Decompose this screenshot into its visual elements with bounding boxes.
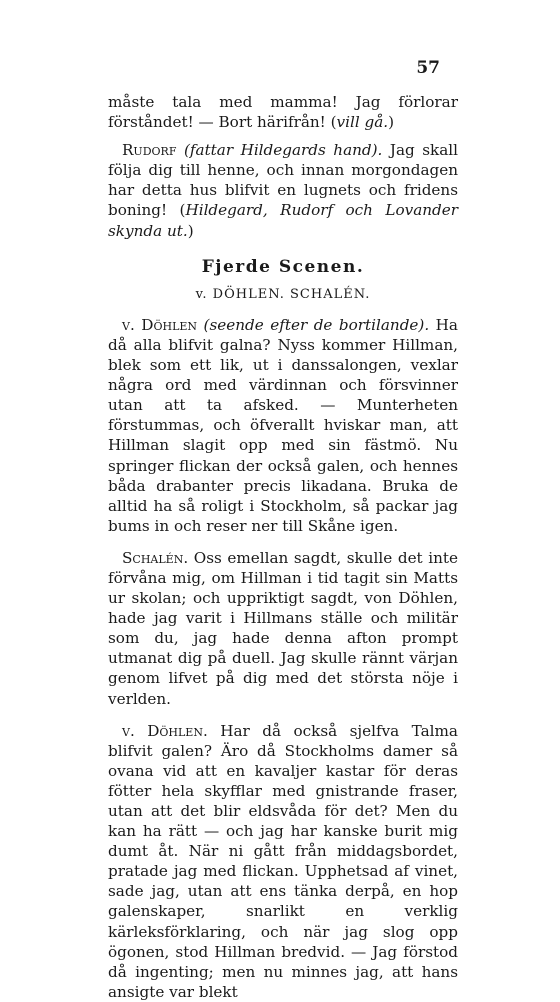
paragraph-3 xyxy=(108,315,458,536)
paragraph-5 xyxy=(108,721,458,1002)
stage-direction: (fattar Hildegards hand). xyxy=(183,141,383,160)
speaker-name: Schalén. xyxy=(122,548,189,567)
stage-direction: Hildegard, Rudorf och Lovander skynda ut. xyxy=(108,201,458,240)
stage-direction: (seende efter de bortilande). xyxy=(203,315,430,334)
stage-direction: vill gå. xyxy=(336,113,389,132)
page-body xyxy=(108,92,458,1002)
speaker-name: v. Döhlen. xyxy=(122,721,208,740)
paragraph-4 xyxy=(108,548,458,709)
dialogue-text: Jag skall följa dig till henne, och innan morgondagen har detta hus blifvit en lugnets och fridens boning! ( xyxy=(108,141,459,220)
paragraph-1-close: ) xyxy=(388,113,395,132)
page-number: 57 xyxy=(416,58,440,78)
paragraph-2 xyxy=(108,140,458,240)
scene-cast: v. DÖHLEN. SCHALÉN. xyxy=(195,286,371,302)
paragraph-1-text: måste tala med mamma! Jag förlorar förståndet! — Bort härifrån! ( xyxy=(108,93,458,132)
dialogue-text: Har då också sjelfva Talma blifvit galen? Äro då Stockholms damer så ovana vid att en kavaljer kastar för deras fötter hela skyfflar med gnistrande fraser, utan att det blir eldsvåda för det? Men du kan ha rätt — och jag har kanske burit mig dumt åt. När ni gått från middagsbordet, pratade jag med flickan. Upphetsad af vinet, sade jag, utan att ens tänka derpå, en hop galenskaper, snarlikt en verklig kärleksförklaring, och när jag slog opp ögonen, stod Hillman bredvid. — Jag förstod då ingenting; men nu minnes jag, att hans ansigte var blekt xyxy=(108,721,458,1001)
dialogue-text: Ha då alla blifvit galna? Nyss kommer Hillman, blek som ett lik, ut i danssalongen, vexlar några ord med värdinnan och försvinner utan att ta afsked. — Munterheten förstummas, och öfverallt hviskar man, att Hillman slagit opp med sin fästmö. Nu springer flickan der också galen, och hennes båda drabanter precis likadana. Bruka de alltid ha så roligt i Stockholm, så packar jag bums in och reser ner till Skåne igen. xyxy=(108,315,458,535)
speaker-name: v. Döhlen xyxy=(122,315,198,334)
dialogue-text: Oss emellan sagdt, skulle det inte förvåna mig, om Hillman i tid tagit sin Matts ur skolan; och uppriktigt sagdt, von Döhlen, hade jag varit i Hillmans ställe och militär som du, jag hade denna afton prompt utmanat dig på duell. Jag skulle rännt värjan genom lifvet på dig med det största nöje i verlden. xyxy=(108,548,458,708)
paragraph-1 xyxy=(108,92,458,132)
speaker-name: Rudorf xyxy=(122,141,177,160)
scene-title: Fjerde Scenen. xyxy=(201,256,365,277)
paragraph-2-close: ) xyxy=(187,221,194,240)
